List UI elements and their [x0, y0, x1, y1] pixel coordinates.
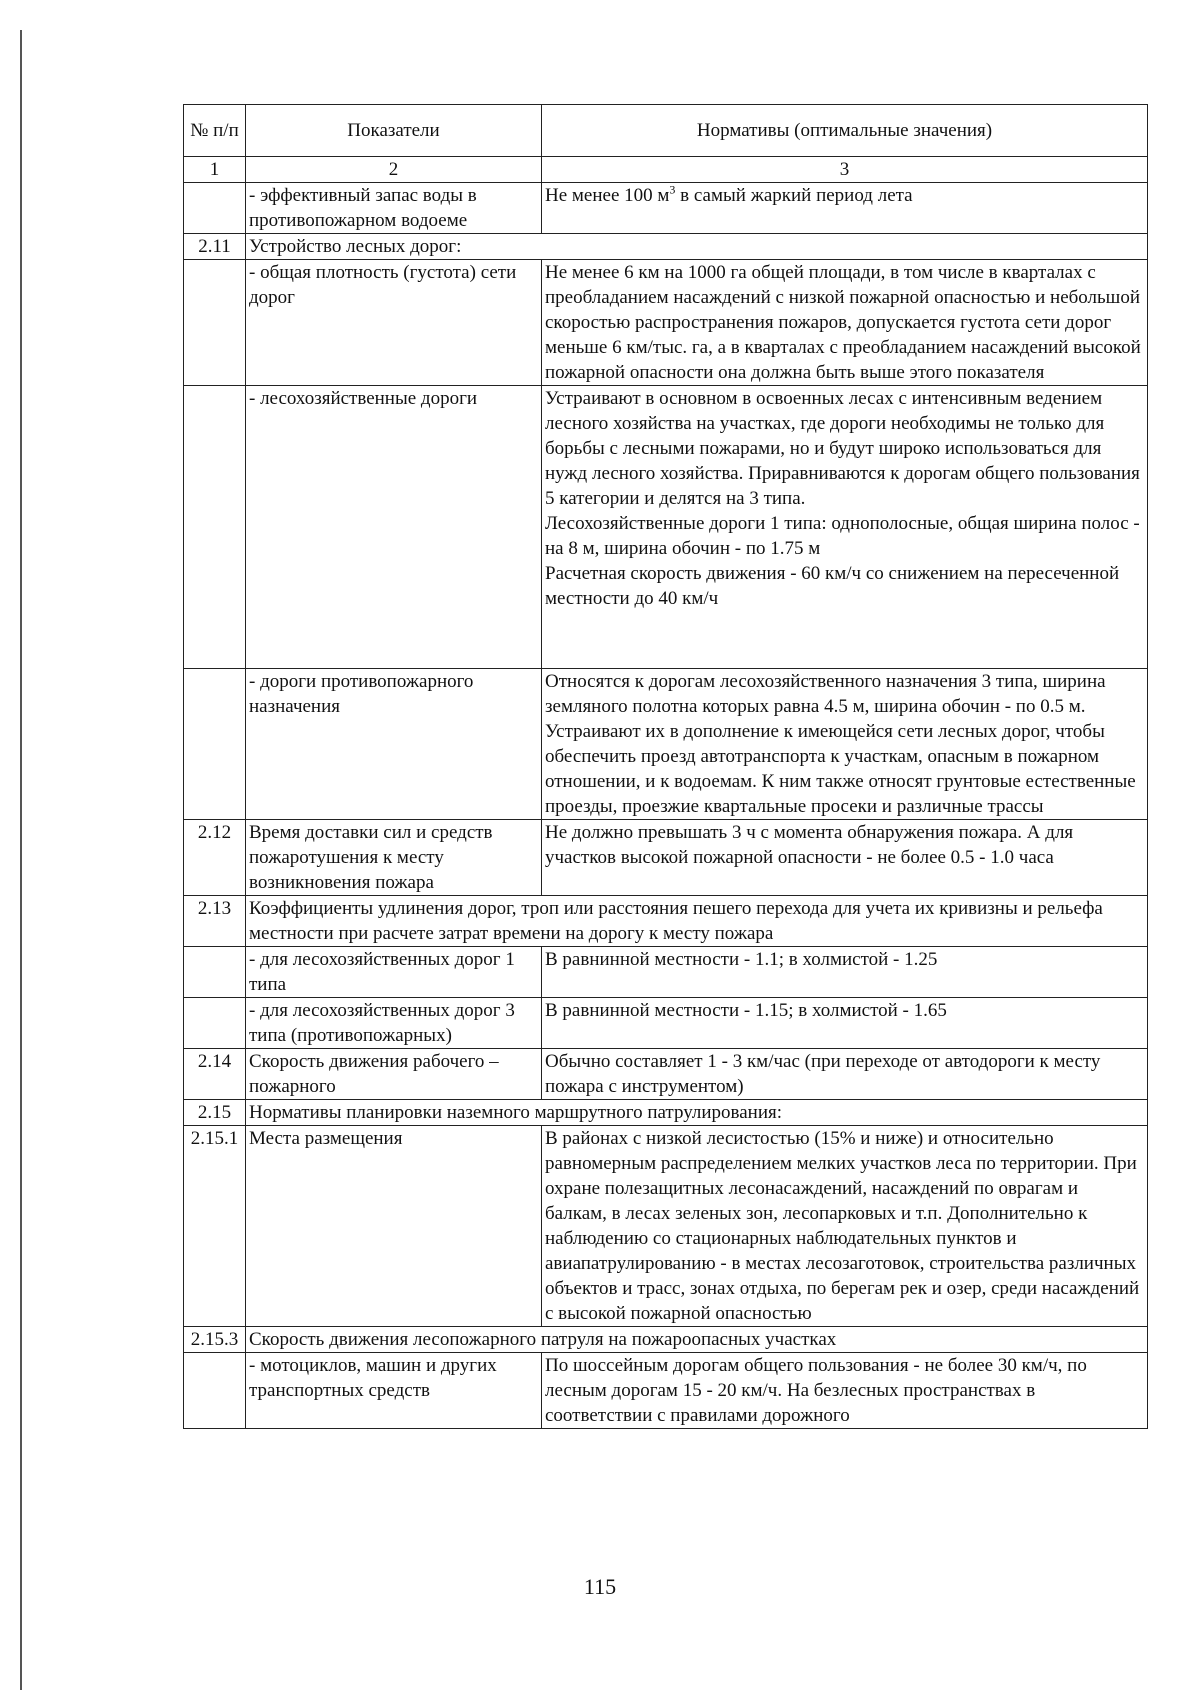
- row-num: 2.13: [184, 896, 246, 947]
- page-number: 115: [583, 1574, 617, 1599]
- row-norm: В равнинной местности - 1.1; в холмистой - 1.25: [542, 947, 1148, 998]
- section-title: Нормативы планировки наземного маршрутного патрулирования:: [246, 1100, 1148, 1126]
- row-indicator: - эффективный запас воды в противопожарном водоеме: [246, 183, 542, 234]
- scan-edge-line: [20, 30, 22, 1690]
- table-row: [184, 1049, 1148, 1100]
- norms-table: [183, 104, 1148, 1429]
- row-indicator: Скорость движения рабочего – пожарного: [246, 1049, 542, 1100]
- row-norm: [542, 183, 1148, 234]
- norm-text: Не менее 100 м: [545, 185, 670, 206]
- section-title: Скорость движения лесопожарного патруля на пожароопасных участках: [246, 1327, 1148, 1353]
- row-norm: В районах с низкой лесистостью (15% и ниже) и относительно равномерным распределением мелких участков леса по территории. При охране полезащитных лесонасаждений, насаждений по оврагам и балкам, в лесах зеленых зон, лесопарковых и т.п. Дополнительно к наблюдению со стационарных наблюдательных пунктов и авиапатрулированию - в местах лесозаготовок, строительства различных объектов и трасс, зонах отдыха, по берегам рек и озер, среди насаждений с высокой пожарной опасностью: [542, 1126, 1148, 1327]
- table-row: [184, 669, 1148, 820]
- table-row: [184, 1126, 1148, 1327]
- section-title: Устройство лесных дорог:: [246, 234, 1148, 260]
- row-indicator: Места размещения: [246, 1126, 542, 1327]
- row-norm: Не должно превышать 3 ч с момента обнаружения пожара. А для участков высокой пожарной опасности - не более 0.5 - 1.0 часа: [542, 820, 1148, 896]
- norm-paragraph: Расчетная скорость движения - 60 км/ч со снижением на пересеченной местности до 40 км/ч: [545, 563, 1120, 609]
- row-indicator: - для лесохозяйственных дорог 1 типа: [246, 947, 542, 998]
- row-norm: Обычно составляет 1 - 3 км/час (при переходе от автодороги к месту пожара с инструментом): [542, 1049, 1148, 1100]
- row-num: 2.15.3: [184, 1327, 246, 1353]
- row-num: [184, 260, 246, 386]
- row-indicator: Время доставки сил и средств пожаротушения к месту возникновения пожара: [246, 820, 542, 896]
- row-num: [184, 669, 246, 820]
- row-num: 2.15: [184, 1100, 246, 1126]
- section-title: Коэффициенты удлинения дорог, троп или расстояния пешего перехода для учета их кривизны и рельефа местности при расчете затрат времени на дорогу к месту пожара: [246, 896, 1148, 947]
- norm-superscript: 3: [669, 182, 676, 197]
- row-norm: Относятся к дорогам лесохозяйственного назначения 3 типа, ширина земляного полотна которых равна 4.5 м, ширина обочин - по 0.5 м. Устраивают их в дополнение к имеющейся сети лесных дорог, чтобы обеспечить проезд автотранспорта к участкам, опасным в пожарном отношении, и к водоемам. К ним также относят грунтовые естественные проезды, проезжие квартальные просеки и различные трассы: [542, 669, 1148, 820]
- row-num: [184, 183, 246, 234]
- norm-text: в самый жаркий период лета: [675, 185, 913, 206]
- col-number: 2: [246, 157, 542, 183]
- table-row: [184, 183, 1148, 234]
- row-indicator: - мотоциклов, машин и других транспортных средств: [246, 1353, 542, 1429]
- row-num: [184, 386, 246, 669]
- row-num: 2.14: [184, 1049, 246, 1100]
- header-indicator: Показатели: [246, 105, 542, 157]
- table-row: [184, 820, 1148, 896]
- norm-paragraph: Лесохозяйственные дороги 1 типа: однополосные, общая ширина полос - на 8 м, ширина обочин - по 1.75 м: [545, 513, 1140, 559]
- header-num: № п/п: [184, 105, 246, 157]
- row-num: 2.12: [184, 820, 246, 896]
- table-row: [184, 896, 1148, 947]
- col-number: 3: [542, 157, 1148, 183]
- table-row: [184, 234, 1148, 260]
- row-norm: [542, 386, 1148, 669]
- table-row: [184, 1327, 1148, 1353]
- row-norm: В равнинной местности - 1.15; в холмистой - 1.65: [542, 998, 1148, 1049]
- col-number: 1: [184, 157, 246, 183]
- table-row: [184, 386, 1148, 669]
- row-num: 2.15.1: [184, 1126, 246, 1327]
- table-row: [184, 260, 1148, 386]
- row-num: 2.11: [184, 234, 246, 260]
- row-num: [184, 947, 246, 998]
- row-num: [184, 1353, 246, 1429]
- row-indicator: - дороги противопожарного назначения: [246, 669, 542, 820]
- row-indicator: - для лесохозяйственных дорог 3 типа (противопожарных): [246, 998, 542, 1049]
- row-num: [184, 998, 246, 1049]
- header-norm: Нормативы (оптимальные значения): [542, 105, 1148, 157]
- row-indicator: - общая плотность (густота) сети дорог: [246, 260, 542, 386]
- table-row: [184, 947, 1148, 998]
- column-number-row: [184, 157, 1148, 183]
- table-row: [184, 998, 1148, 1049]
- table-row: [184, 1353, 1148, 1429]
- row-norm: По шоссейным дорогам общего пользования - не более 30 км/ч, по лесным дорогам 15 - 20 км/ч. На безлесных пространствах в соответствии с правилами дорожного: [542, 1353, 1148, 1429]
- table-row: [184, 1100, 1148, 1126]
- table-header-row: [184, 105, 1148, 157]
- row-indicator: - лесохозяйственные дороги: [246, 386, 542, 669]
- row-norm: Не менее 6 км на 1000 га общей площади, в том числе в кварталах с преобладанием насаждений с низкой пожарной опасностью и небольшой скоростью распространения пожаров, допускается густота сети дорог меньше 6 км/тыс. га, а в кварталах с преобладанием насаждений высокой пожарной опасности она должна быть выше этого показателя: [542, 260, 1148, 386]
- norm-paragraph: Устраивают в основном в освоенных лесах с интенсивным ведением лесного хозяйства на участках, где дороги необходимы не только для борьбы с лесными пожарами, но и будут широко использоваться для нужд лесного хозяйства. Приравниваются к дорогам общего пользования 5 категории и делятся на 3 типа.: [545, 388, 1140, 509]
